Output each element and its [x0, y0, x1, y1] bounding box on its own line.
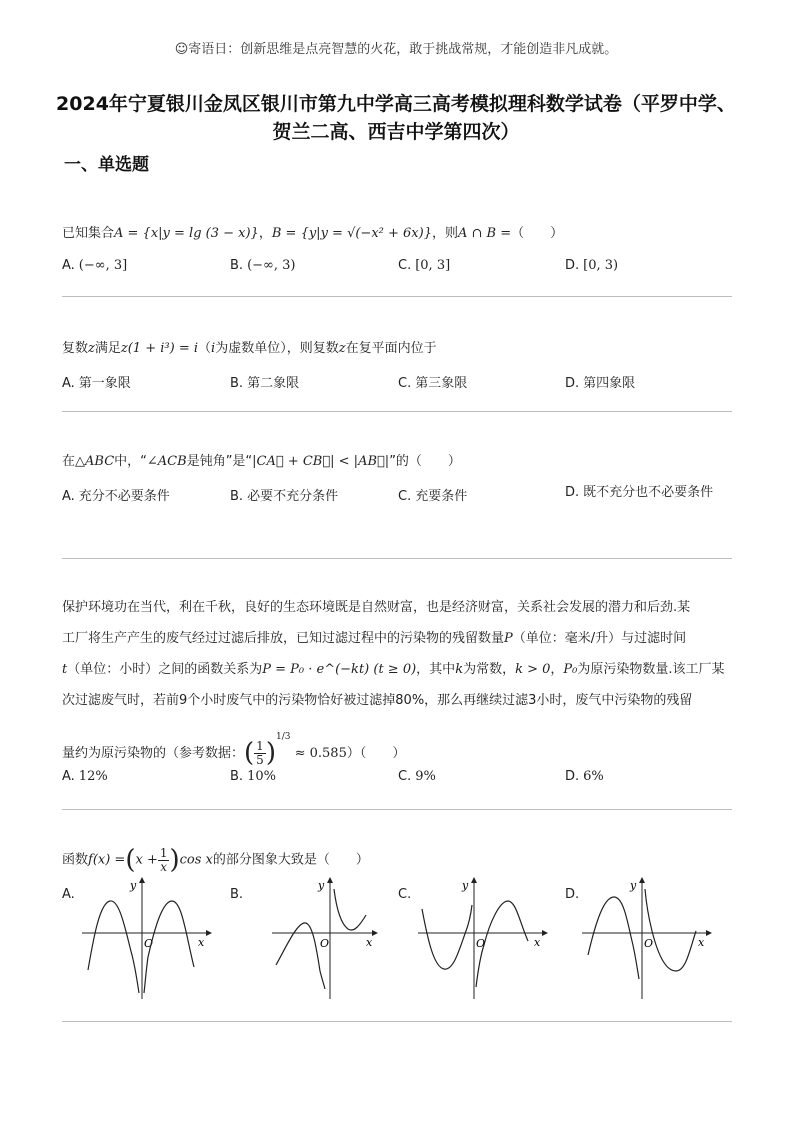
axis-x-label: x: [198, 936, 205, 949]
divider: [62, 809, 732, 810]
origin-label: O: [320, 937, 330, 950]
question-4-stem: 保护环境功在当代，利在千秋，良好的生态环境既是自然财富，也是经济财富，关系社会发展的潜力和后劲.某 工厂将生产产生的废气经过过滤后排放，已知过滤过程中的污染物的残留数量P（单位：毫米/升）与过滤时间 t（单位：小时）之间的函数关系为P = P₀ · e^(−kt) (t ≥ 0)，其中k为常数，k > 0，P₀为原污染物数量.该工厂某 次过滤废气时，若前9个小时废气中的污染物恰好被过滤掉80%，那么再继续过滤3小时，废气中污染物的残留 量约为原污染物的（参考数据：( $\frac{1}{5}$ )$^{1/3}$ ≈ 0.585）（ ）: [62, 600, 725, 768]
divider: [62, 558, 732, 559]
option-c[interactable]: C. 第三象限: [398, 376, 468, 391]
origin-label: O: [476, 937, 486, 950]
graph-a[interactable]: [82, 875, 212, 1000]
section-heading: 一、单选题: [64, 155, 149, 175]
option-d[interactable]: D. 6%: [565, 769, 604, 784]
option-b[interactable]: B. (−∞, 3): [230, 258, 296, 273]
question-2-stem: 复数z满足z(1 + i³) = i（i为虚数单位），则复数z在复平面内位于: [62, 341, 437, 356]
option-a[interactable]: A. 第一象限: [62, 376, 131, 391]
option-d[interactable]: D. [0, 3): [565, 258, 619, 273]
axis-y-label: y: [630, 879, 637, 892]
fraction-one-over-x: $\frac{1}{x}$: [159, 845, 168, 874]
option-b[interactable]: B. 10%: [230, 769, 276, 784]
option-d[interactable]: D. 既不充分也不必要条件: [565, 485, 714, 500]
option-c[interactable]: C. [0, 3]: [398, 258, 451, 273]
origin-label: O: [644, 937, 654, 950]
motto: ☺寄语日：创新思维是点亮智慧的火花，敢于挑战常规，才能创造非凡成就。: [174, 42, 618, 57]
question-5-stem: 函数f(x) =(x + $\frac{1}{x}$ )cos x的部分图象大致是（ ）: [62, 845, 369, 875]
question-1-stem: 已知集合A = {x|y = lg (3 − x)}，B = {y|y = √(−x² + 6x)}，则A ∩ B =（ ）: [62, 226, 564, 241]
option-a[interactable]: A. (−∞, 3]: [62, 258, 128, 273]
option-d[interactable]: D.: [565, 887, 580, 902]
divider: [62, 1021, 732, 1022]
graph-b[interactable]: [272, 875, 382, 1000]
option-c[interactable]: C.: [398, 887, 412, 902]
graph-c[interactable]: [418, 875, 548, 1000]
axis-y-label: y: [130, 879, 137, 892]
axis-y-label: y: [462, 879, 469, 892]
option-d[interactable]: D. 第四象限: [565, 376, 636, 391]
exam-title: 2024年宁夏银川金凤区银川市第九中学高三高考模拟理科数学试卷（平罗中学、贺兰二高、西吉中学第四次）: [56, 93, 736, 143]
option-c[interactable]: C. 充要条件: [398, 489, 468, 504]
axis-x-label: x: [366, 936, 373, 949]
option-a[interactable]: A. 充分不必要条件: [62, 489, 170, 504]
option-a[interactable]: A. 12%: [62, 769, 108, 784]
option-c[interactable]: C. 9%: [398, 769, 436, 784]
option-b[interactable]: B. 必要不充分条件: [230, 489, 339, 504]
option-a[interactable]: A.: [62, 887, 75, 902]
origin-label: O: [144, 937, 154, 950]
graph-d[interactable]: [582, 875, 712, 1000]
axis-x-label: x: [698, 936, 705, 949]
divider: [62, 296, 732, 297]
question-3-stem: 在△ABC中，“∠ACB是钝角”是“|CA⃗ + CB⃗| < |AB⃗|”的（ ）: [62, 454, 461, 469]
option-b[interactable]: B.: [230, 887, 244, 902]
axis-y-label: y: [318, 879, 325, 892]
axis-x-label: x: [534, 936, 541, 949]
divider: [62, 411, 732, 412]
option-b[interactable]: B. 第二象限: [230, 376, 300, 391]
fraction-one-fifth: $\frac{1}{5}$: [256, 739, 264, 767]
